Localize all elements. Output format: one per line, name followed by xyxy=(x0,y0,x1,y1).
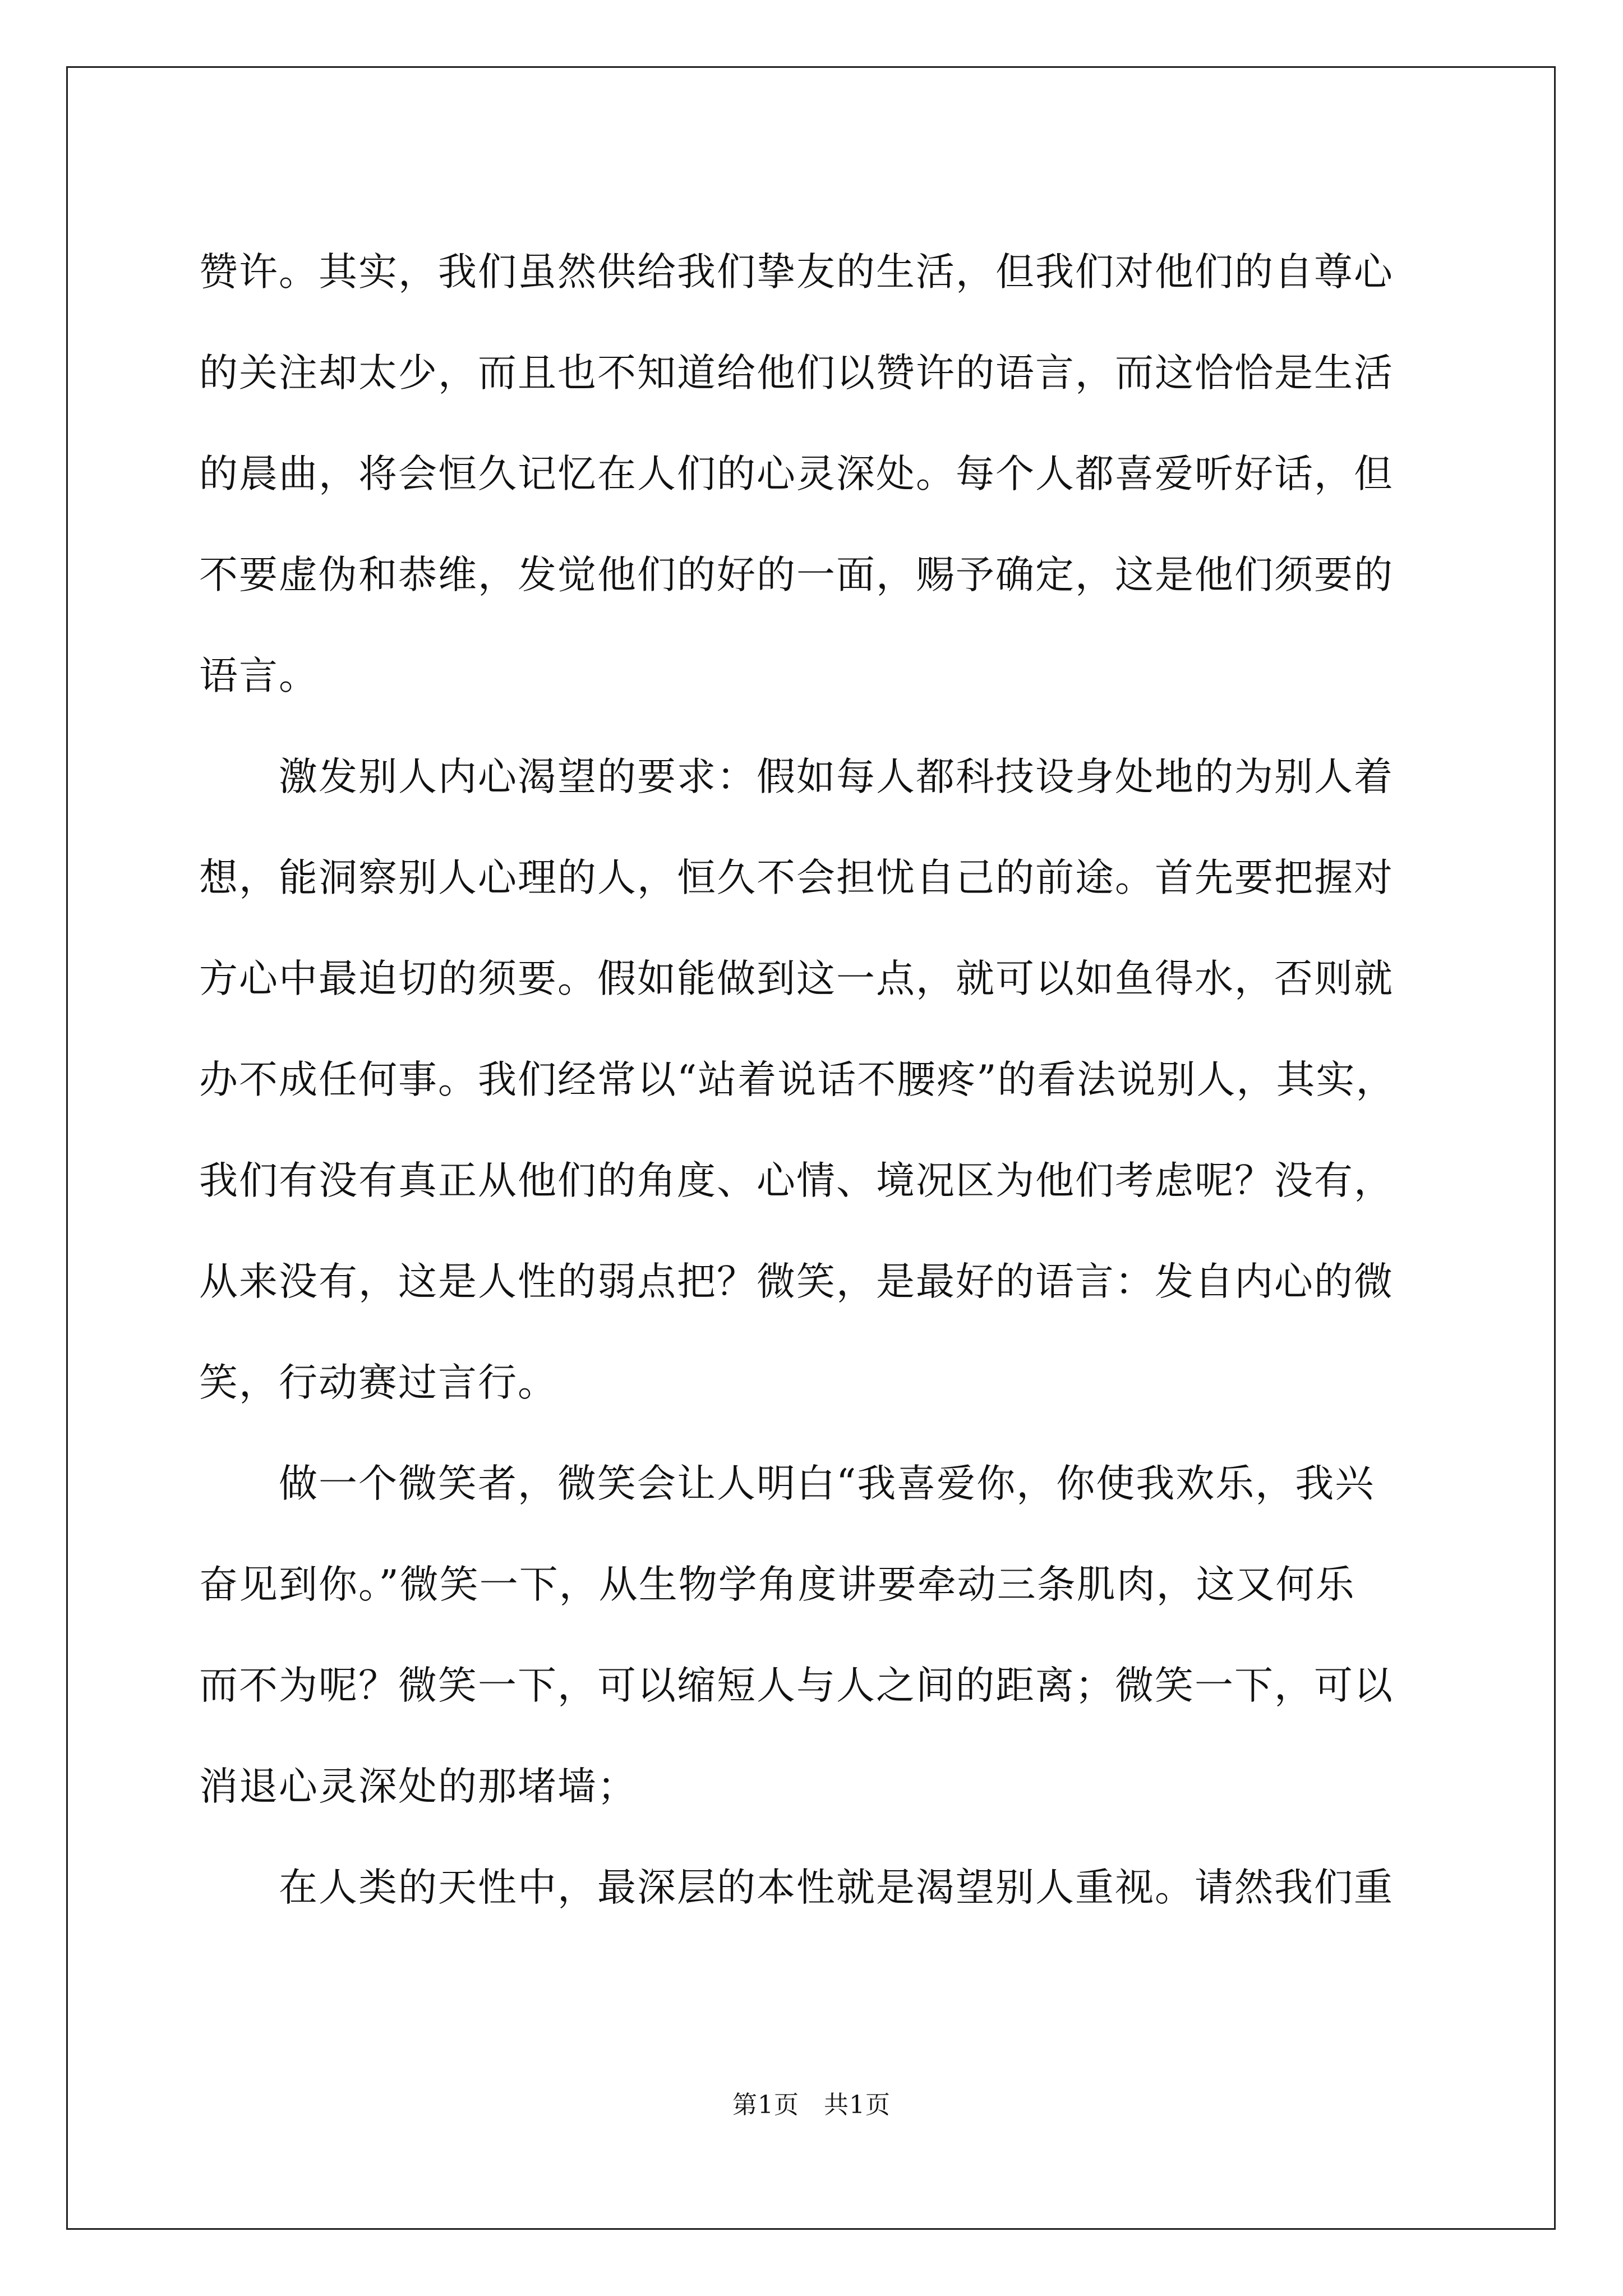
text-line: 激发别人内心渴望的要求：假如每人都科技设身处地的为别人着 xyxy=(199,754,1394,799)
text-line: 做一个微笑者，微笑会让人明白“我喜爱你，你使我欢乐，我兴 xyxy=(199,1461,1375,1506)
document-body xyxy=(199,222,1440,1938)
text-line: 而不为呢？微笑一下，可以缩短人与人之间的距离；微笑一下，可以 xyxy=(199,1663,1394,1708)
text-line: 在人类的天性中，最深层的本性就是渴望别人重视。请然我们重 xyxy=(199,1865,1394,1910)
text-line: 不要虚伪和恭维，发觉他们的好的一面，赐予确定，这是他们须要的 xyxy=(199,553,1394,597)
text-line: 消退心灵深处的那堵墙； xyxy=(199,1764,637,1809)
page-number-total: 共1页 xyxy=(824,2091,891,2119)
text-line: 方心中最迫切的须要。假如能做到这一点，就可以如鱼得水，否则就 xyxy=(199,956,1394,1001)
text-line: 从来没有，这是人性的弱点把？微笑，是最好的语言：发自内心的微 xyxy=(199,1259,1394,1304)
page-footer xyxy=(0,2088,1623,2122)
text-line: 的关注却太少，而且也不知道给他们以赞许的语言，而这恰恰是生活 xyxy=(199,351,1394,395)
page-number-current: 第1页 xyxy=(732,2091,799,2119)
text-line: 的晨曲，将会恒久记忆在人们的心灵深处。每个人都喜爱听好话，但 xyxy=(199,452,1394,496)
text-line: 想，能洞察别人心理的人，恒久不会担忧自己的前途。首先要把握对 xyxy=(199,855,1394,900)
text-line: 赞许。其实，我们虽然供给我们挚友的生活，但我们对他们的自尊心 xyxy=(199,250,1394,295)
text-line: 奋见到你。”微笑一下，从生物学角度讲要牵动三条肌肉，这又何乐 xyxy=(199,1562,1355,1607)
text-line: 笑，行动赛过言行。 xyxy=(199,1360,557,1405)
text-line: 语言。 xyxy=(199,654,319,698)
text-line: 我们有没有真正从他们的角度、心情、境况区为他们考虑呢？没有， xyxy=(199,1158,1394,1203)
text-line: 办不成任何事。我们经常以“站着说话不腰疼”的看法说别人，其实， xyxy=(199,1057,1396,1102)
